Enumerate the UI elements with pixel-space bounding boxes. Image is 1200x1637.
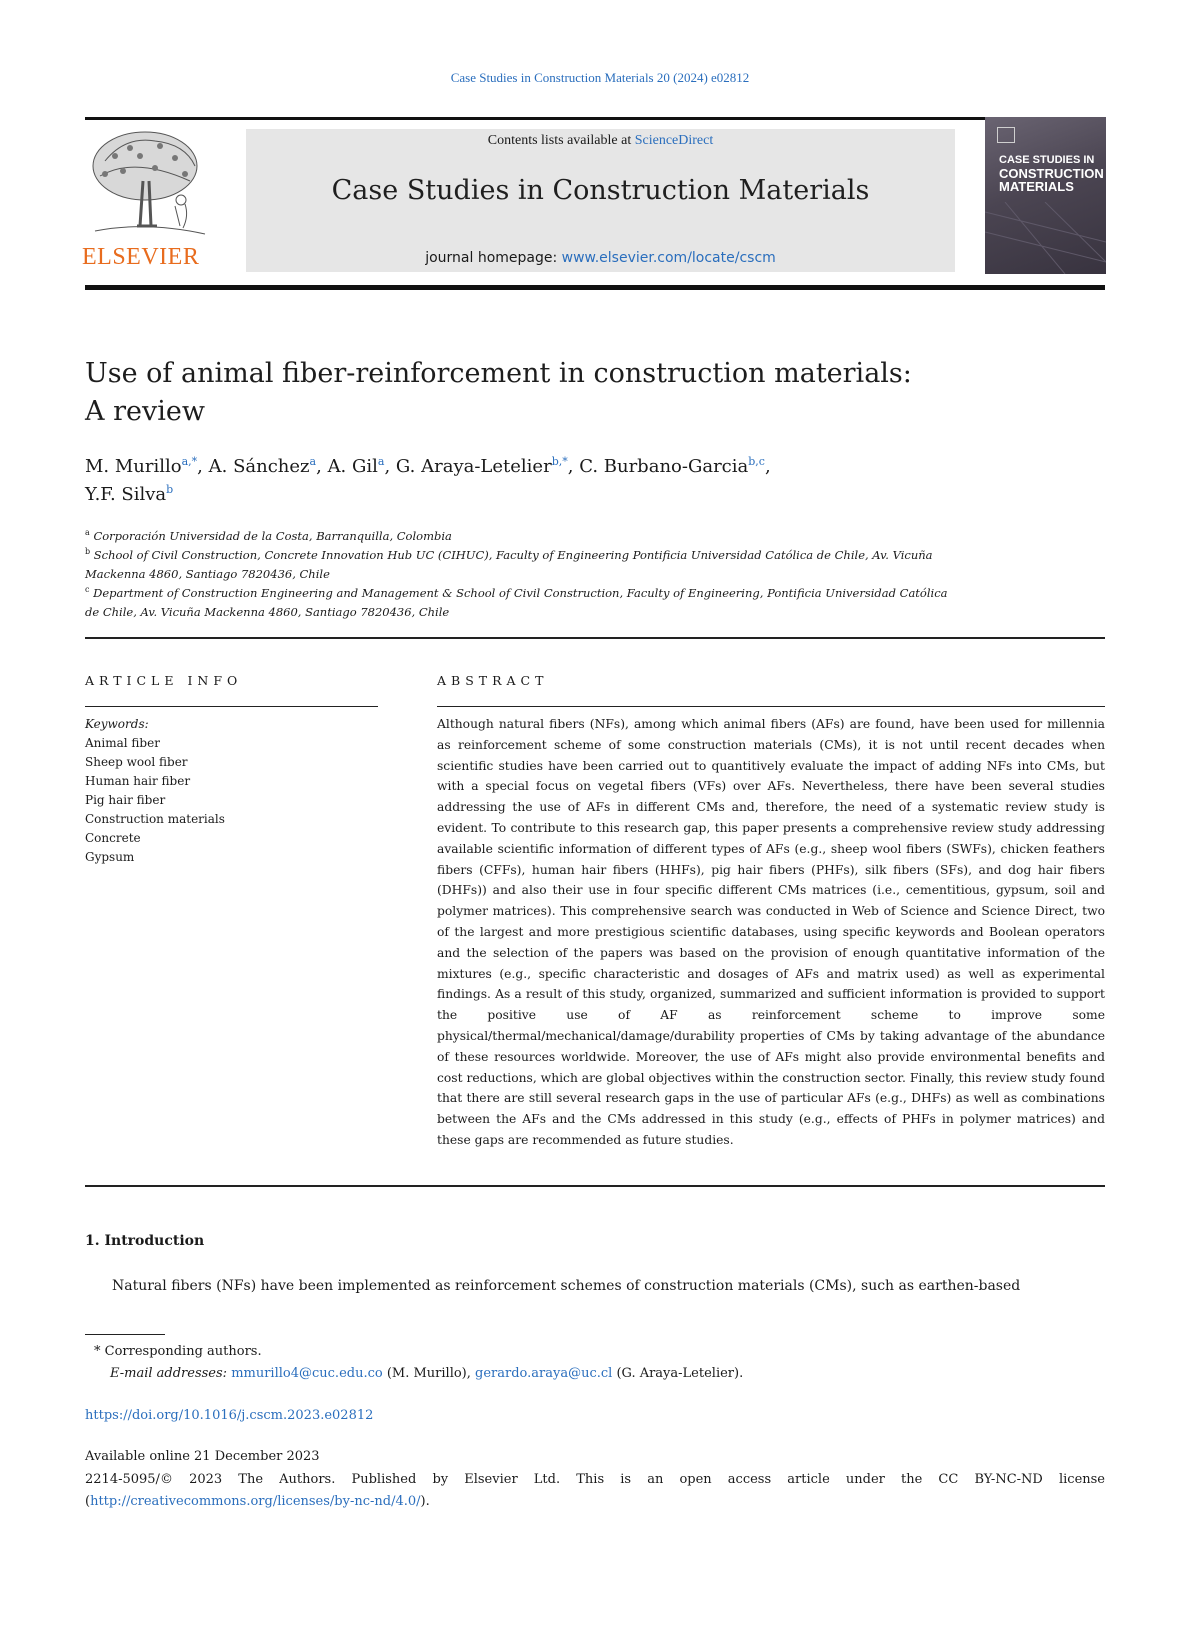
keywords-label: Keywords: xyxy=(85,717,149,731)
article-info-heading: ARTICLE INFO xyxy=(85,673,243,688)
email-link-murillo[interactable]: mmurillo4@cuc.edu.co xyxy=(231,1366,383,1381)
author[interactable]: G. Araya-Letelier$^{b,*}$ xyxy=(395,455,568,477)
keyword: Animal fiber xyxy=(85,736,160,750)
email-label: E-mail addresses: xyxy=(110,1366,228,1381)
keywords-list xyxy=(85,715,365,867)
journal-name: Case Studies in Construction Materials xyxy=(331,175,870,206)
abstract-heading: ABSTRACT xyxy=(437,673,549,688)
keyword: Concrete xyxy=(85,831,141,845)
corresponding-note: * Corresponding authors. xyxy=(94,1344,262,1359)
author[interactable]: A. Sánchez$^a$ xyxy=(208,455,317,477)
doi-link[interactable]: https://doi.org/10.1016/j.cscm.2023.e02812 xyxy=(85,1408,374,1423)
cover-title-line2: CONSTRUCTION xyxy=(999,165,1104,181)
affiliation-a: $^a$ Corporación Universidad de la Costa, Barranquilla, Colombia xyxy=(85,528,452,543)
homepage-line xyxy=(246,250,955,266)
introduction-heading: 1. Introduction xyxy=(85,1233,205,1249)
cover-title-line3: MATERIALS xyxy=(999,179,1074,195)
elsevier-wordmark: ELSEVIER xyxy=(82,244,200,270)
contents-line xyxy=(246,133,955,149)
article-info-rule xyxy=(85,706,378,707)
article-title-line2: A review xyxy=(85,396,205,427)
homepage-prefix: journal homepage: xyxy=(425,250,562,266)
section-divider xyxy=(85,637,1105,639)
email-owner: (M. Murillo), xyxy=(382,1366,476,1381)
license-link[interactable]: http://creativecommons.org/licenses/by-nc-nd/4.0/ xyxy=(90,1494,421,1509)
journal-reference-link[interactable]: Case Studies in Construction Materials 20 (2024) e02812 xyxy=(450,70,750,85)
introduction-paragraph: Natural fibers (NFs) have been implemented as reinforcement schemes of construction materials (CMs), such as earthen-based xyxy=(112,1278,1021,1294)
footnote-rule xyxy=(85,1334,165,1335)
author[interactable]: M. Murillo$^{a,*}$ xyxy=(85,455,198,477)
cover-title-line1: CASE STUDIES IN xyxy=(999,154,1095,166)
keyword: Sheep wool fiber xyxy=(85,755,188,769)
elsevier-tree-logo xyxy=(85,126,215,246)
keyword: Pig hair fiber xyxy=(85,793,166,807)
abstract-top-rule xyxy=(437,706,1105,707)
license-text: 2214-5095/© 2023 The Authors. Published by Elsevier Ltd. This is an open access article under the CC BY-NC-ND license ( xyxy=(85,1472,1105,1509)
article-title xyxy=(85,355,985,431)
homepage-link[interactable]: www.elsevier.com/locate/cscm xyxy=(561,250,776,266)
sciencedirect-link[interactable]: ScienceDirect xyxy=(634,133,714,148)
cover-texture xyxy=(985,202,1106,274)
keyword: Human hair fiber xyxy=(85,774,191,788)
keyword: Construction materials xyxy=(85,812,225,826)
abstract-text: Although natural fibers (NFs), among which animal fibers (AFs) are found, have been used for millennia as reinforcement scheme of some construction materials (CMs), it is not until recent decades when scientific studies have been carried out to quantitively evaluate the impact of adding NFs into CMs, but with a special focus on vegetal fibers (VFs) over AFs. Nevertheless, there have been several studies addressing the use of AFs in different CMs and, therefore, the need of a systematic review study is evident. To contribute to this research gap, this paper presents a comprehensive review study addressing available scientific information of different types of AFs (e.g., sheep wool fibers (SWFs), chicken feathers fibers (CFFs), human hair fibers (HHFs), pig hair fibers (PHFs), silk fibers (SFs), and dog hair fibers (DHFs)) and also their use in four specific different CMs matrices (i.e., cementitious, gypsum, soil and polymer matrices). This comprehensive search was conducted in Web of Science and Science Direct, two of the largest and more prestigious scientific databases, using specific keywords and Boolean operators and the selection of the papers was based on the provision of enough quantitative information of the mixtures (e.g., specific characteristic and dosages of AFs and matrix used) as well as experimental findings. As a result of this study, organized, summarized and sufficient information is provided to support the positive use of AF as reinforcement scheme to improve some physical/thermal/mechanical/damage/durability properties of CMs by taking advantage of the abundance of these resources worldwide. Moreover, the use of AFs might also provide environmental benefits and cost reductions, which are global objectives within the construction sector. Finally, this review study found that there are still several research gaps in the use of particular AFs (e.g., DHFs) as well as combinations between the AFs and the CMs addressed in this study (e.g., effects of PHFs in polymer matrices) and these gaps are recommended as future studies. xyxy=(437,717,1105,1147)
abstract-bottom-rule xyxy=(85,1185,1105,1187)
contents-prefix: Contents lists available at xyxy=(487,133,635,148)
available-online: Available online 21 December 2023 xyxy=(85,1449,320,1464)
author-list: M. Murillo$^{a,*}$, A. Sánchez$^a$, A. Gil$^a$, G. Araya-Letelier$^{b,*}$, C. Burbano-Garcia$^{b,c}$, Y.F. Silva$^b$ xyxy=(85,455,771,505)
email-link-araya[interactable]: gerardo.araya@uc.cl xyxy=(475,1366,613,1381)
author[interactable]: A. Gil$^a$ xyxy=(327,455,385,477)
author[interactable]: Y.F. Silva$^b$ xyxy=(85,483,174,505)
journal-cover-image xyxy=(985,117,1106,274)
email-owner: (G. Araya-Letelier). xyxy=(612,1366,744,1381)
cover-logo-icon xyxy=(997,127,1015,143)
header-top-rule xyxy=(85,117,1105,120)
license-end: ). xyxy=(420,1494,430,1509)
author[interactable]: C. Burbano-Garcia$^{b,c}$ xyxy=(579,455,765,477)
keyword: Gypsum xyxy=(85,850,135,864)
license-statement xyxy=(85,1469,1105,1513)
email-addresses xyxy=(110,1366,743,1381)
corresponding-text: Corresponding authors. xyxy=(104,1344,262,1359)
journal-banner xyxy=(246,129,955,272)
header-bottom-rule xyxy=(85,285,1105,290)
affiliation-c: $^c$ Department of Construction Engineering and Management & School of Civil Construction, Faculty of Engineering, Pontificia Universidad Católica de Chile, Av. Vicuña Mackenna 4860, Santiago 7820436, Chile xyxy=(85,585,948,619)
cover-title xyxy=(999,155,1104,194)
article-title-line1: Use of animal fiber-reinforcement in construction materials: xyxy=(85,358,912,389)
affiliation-b: $^b$ School of Civil Construction, Concrete Innovation Hub UC (CIHUC), Faculty of Engineering Pontificia Universidad Católica de Chile, Av. Vicuña Mackenna 4860, Santiago 7820436, Chile xyxy=(85,547,933,581)
